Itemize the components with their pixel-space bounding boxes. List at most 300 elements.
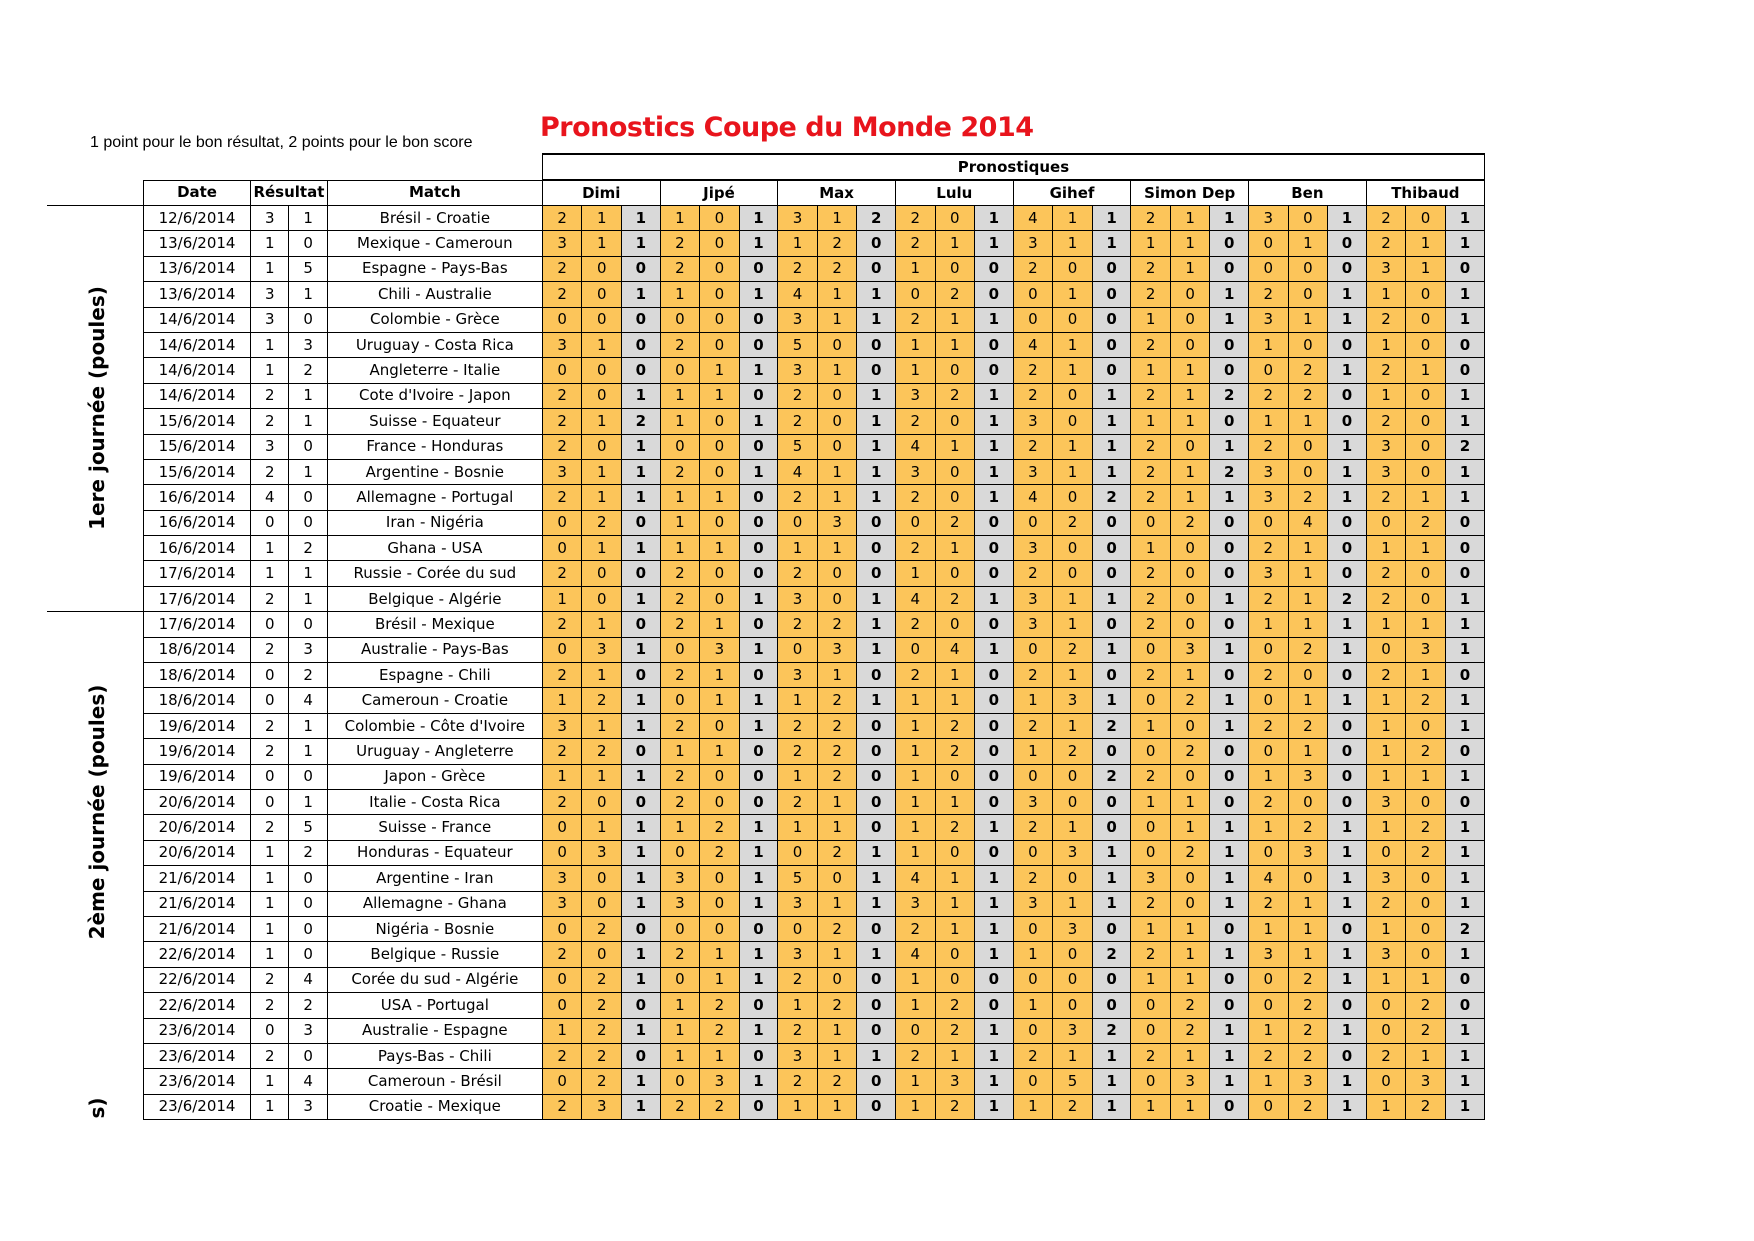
prediction-home-cell: 0 [1013,764,1053,789]
points-cell: 1 [622,536,661,561]
points-cell: 1 [857,409,896,434]
table-row [144,866,1485,891]
prediction-away-cell: 0 [817,409,857,434]
points-cell: 0 [1328,713,1367,738]
points-cell: 1 [1445,485,1484,510]
points-cell: 0 [1092,789,1131,814]
points-cell: 1 [739,942,778,967]
prediction-away-cell: 0 [700,307,740,332]
prediction-away-cell: 1 [700,967,740,992]
prediction-home-cell: 0 [542,967,582,992]
match-cell: Honduras - Equateur [327,840,542,865]
prediction-home-cell: 0 [1366,1069,1406,1094]
prediction-home-cell: 4 [895,586,935,611]
prediction-away-cell: 2 [1170,1018,1210,1043]
prediction-home-cell: 1 [542,586,582,611]
points-cell: 1 [622,815,661,840]
prediction-home-cell: 0 [1131,840,1171,865]
prediction-away-cell: 1 [817,206,857,231]
prediction-home-cell: 0 [1249,358,1289,383]
table-row [144,536,1485,561]
result-home-cell: 3 [251,282,289,307]
prediction-home-cell: 2 [542,282,582,307]
prediction-home-cell: 4 [1013,206,1053,231]
table-row [144,256,1485,281]
result-away-cell: 0 [289,1043,327,1068]
prediction-home-cell: 1 [778,764,818,789]
table-row [144,891,1485,916]
match-cell: Suisse - Equateur [327,409,542,434]
prediction-home-cell: 1 [1366,612,1406,637]
points-cell: 0 [1092,561,1131,586]
prediction-home-cell: 4 [1013,332,1053,357]
prediction-home-cell: 2 [1366,358,1406,383]
prediction-away-cell: 0 [1406,307,1446,332]
prediction-home-cell: 3 [778,586,818,611]
prediction-home-cell: 0 [660,840,700,865]
result-home-cell: 1 [251,1069,289,1094]
prediction-away-cell: 2 [935,713,975,738]
match-cell: Belgique - Russie [327,942,542,967]
result-away-cell: 1 [289,409,327,434]
result-away-cell: 5 [289,815,327,840]
prediction-away-cell: 2 [1288,1094,1328,1119]
prediction-home-cell: 1 [1013,942,1053,967]
points-cell: 1 [1328,1069,1367,1094]
table-row [144,307,1485,332]
prediction-away-cell: 2 [1288,358,1328,383]
points-cell: 0 [739,916,778,941]
points-cell: 0 [1445,256,1484,281]
points-cell: 1 [857,1043,896,1068]
points-cell: 0 [739,307,778,332]
prediction-away-cell: 2 [935,586,975,611]
prediction-home-cell: 0 [1249,510,1289,535]
prediction-home-cell: 1 [1366,688,1406,713]
prediction-home-cell: 3 [1249,942,1289,967]
date-cell: 20/6/2014 [144,789,251,814]
prediction-away-cell: 0 [1053,256,1093,281]
points-cell: 0 [1092,739,1131,764]
points-cell: 1 [1092,459,1131,484]
prediction-away-cell: 2 [1170,993,1210,1018]
prediction-away-cell: 1 [700,612,740,637]
prediction-away-cell: 0 [1053,307,1093,332]
prediction-away-cell: 0 [1406,561,1446,586]
prediction-away-cell: 1 [582,612,622,637]
points-cell: 1 [739,409,778,434]
prediction-away-cell: 0 [582,307,622,332]
prediction-away-cell: 1 [1170,663,1210,688]
prediction-home-cell: 0 [895,510,935,535]
prediction-home-cell: 1 [1249,409,1289,434]
points-cell: 1 [1328,942,1367,967]
points-cell: 0 [739,256,778,281]
prediction-home-cell: 0 [1249,637,1289,662]
points-cell: 0 [1210,358,1249,383]
result-away-cell: 0 [289,866,327,891]
prediction-away-cell: 2 [700,993,740,1018]
prediction-away-cell: 0 [1288,206,1328,231]
points-cell: 1 [975,1043,1014,1068]
table-row [144,586,1485,611]
prediction-home-cell: 0 [1131,739,1171,764]
points-cell: 1 [1092,231,1131,256]
prediction-home-cell: 0 [542,536,582,561]
prediction-home-cell: 0 [542,358,582,383]
prediction-away-cell: 1 [1406,256,1446,281]
points-cell: 0 [975,612,1014,637]
prediction-away-cell: 2 [935,1094,975,1119]
prediction-home-cell: 2 [895,1043,935,1068]
points-cell: 0 [975,282,1014,307]
prediction-home-cell: 2 [1366,561,1406,586]
points-cell: 0 [1328,409,1367,434]
prediction-away-cell: 1 [1170,409,1210,434]
points-cell: 1 [857,637,896,662]
points-cell: 1 [1328,307,1367,332]
points-cell: 2 [1445,916,1484,941]
result-away-cell: 5 [289,256,327,281]
prediction-away-cell: 1 [582,536,622,561]
prediction-away-cell: 2 [700,840,740,865]
prediction-away-cell: 2 [935,282,975,307]
prediction-away-cell: 0 [1170,612,1210,637]
points-cell: 1 [622,637,661,662]
match-cell: Suisse - France [327,815,542,840]
prediction-away-cell: 0 [935,485,975,510]
points-cell: 0 [857,713,896,738]
points-cell: 0 [622,561,661,586]
points-cell: 0 [1092,358,1131,383]
prediction-away-cell: 0 [1288,434,1328,459]
prediction-away-cell: 1 [935,536,975,561]
prediction-away-cell: 0 [1406,942,1446,967]
result-home-cell: 0 [251,510,289,535]
points-cell: 0 [739,536,778,561]
match-cell: Uruguay - Angleterre [327,739,542,764]
prediction-away-cell: 0 [1053,383,1093,408]
points-cell: 0 [975,764,1014,789]
prediction-away-cell: 0 [1170,282,1210,307]
prediction-away-cell: 0 [1406,866,1446,891]
points-cell: 1 [739,1018,778,1043]
points-cell: 1 [975,459,1014,484]
prediction-away-cell: 1 [1406,967,1446,992]
points-cell: 1 [1210,307,1249,332]
points-cell: 0 [1092,663,1131,688]
prediction-away-cell: 2 [1406,1018,1446,1043]
points-cell: 1 [1092,586,1131,611]
prediction-away-cell: 2 [1170,840,1210,865]
result-home-cell: 0 [251,612,289,637]
prediction-away-cell: 1 [1053,231,1093,256]
points-cell: 0 [857,815,896,840]
player-header: Jipé [660,180,778,206]
prediction-away-cell: 0 [1406,891,1446,916]
points-cell: 1 [1445,586,1484,611]
prediction-home-cell: 0 [660,307,700,332]
points-cell: 1 [975,637,1014,662]
prediction-away-cell: 1 [582,713,622,738]
points-cell: 1 [1328,358,1367,383]
prediction-home-cell: 3 [1013,891,1053,916]
prediction-away-cell: 1 [1170,256,1210,281]
prediction-away-cell: 3 [1053,840,1093,865]
prediction-away-cell: 0 [700,434,740,459]
prediction-home-cell: 1 [895,764,935,789]
points-cell: 1 [1445,206,1484,231]
prediction-home-cell: 0 [1013,282,1053,307]
result-away-cell: 0 [289,942,327,967]
prediction-home-cell: 2 [1013,256,1053,281]
prediction-away-cell: 1 [700,739,740,764]
result-away-cell: 1 [289,206,327,231]
prediction-away-cell: 1 [1288,891,1328,916]
prediction-away-cell: 1 [935,891,975,916]
table-row [144,332,1485,357]
match-cell: Australie - Pays-Bas [327,637,542,662]
points-cell: 1 [857,485,896,510]
points-cell: 0 [1328,256,1367,281]
prediction-away-cell: 1 [1288,739,1328,764]
prediction-home-cell: 1 [1366,713,1406,738]
prediction-away-cell: 0 [1170,332,1210,357]
prediction-away-cell: 3 [1053,1018,1093,1043]
date-cell: 14/6/2014 [144,332,251,357]
points-cell: 1 [975,206,1014,231]
points-cell: 1 [622,840,661,865]
prediction-away-cell: 2 [1053,510,1093,535]
points-cell: 1 [857,942,896,967]
prediction-away-cell: 1 [1170,459,1210,484]
prediction-away-cell: 0 [1170,434,1210,459]
prediction-home-cell: 2 [1131,485,1171,510]
prediction-away-cell: 1 [582,459,622,484]
prediction-home-cell: 0 [1366,993,1406,1018]
points-cell: 0 [975,358,1014,383]
prediction-away-cell: 1 [1288,307,1328,332]
date-cell: 22/6/2014 [144,942,251,967]
result-away-cell: 2 [289,663,327,688]
points-cell: 1 [622,586,661,611]
points-cell: 1 [622,942,661,967]
table-row [144,713,1485,738]
points-cell: 0 [857,993,896,1018]
prediction-home-cell: 3 [1366,459,1406,484]
points-cell: 1 [1445,637,1484,662]
prediction-home-cell: 1 [1131,409,1171,434]
prediction-away-cell: 2 [582,967,622,992]
points-cell: 1 [622,764,661,789]
result-header: Résultat [251,180,328,206]
prediction-away-cell: 1 [700,663,740,688]
result-home-cell: 2 [251,815,289,840]
table-row [144,510,1485,535]
prediction-away-cell: 1 [582,815,622,840]
prediction-home-cell: 0 [542,916,582,941]
prediction-home-cell: 0 [1131,1018,1171,1043]
prediction-away-cell: 1 [582,409,622,434]
points-cell: 0 [739,510,778,535]
prediction-home-cell: 1 [778,815,818,840]
prediction-home-cell: 4 [895,434,935,459]
prediction-home-cell: 0 [1013,840,1053,865]
prediction-away-cell: 1 [700,536,740,561]
date-cell: 22/6/2014 [144,993,251,1018]
prediction-away-cell: 0 [935,764,975,789]
prediction-home-cell: 2 [660,332,700,357]
prediction-away-cell: 1 [1053,663,1093,688]
date-cell: 19/6/2014 [144,713,251,738]
prediction-away-cell: 0 [1170,586,1210,611]
points-cell: 0 [1445,536,1484,561]
points-cell: 1 [1445,866,1484,891]
result-away-cell: 2 [289,840,327,865]
prediction-home-cell: 1 [1131,536,1171,561]
points-cell: 1 [1210,434,1249,459]
points-cell: 1 [739,358,778,383]
points-cell: 1 [1210,866,1249,891]
prediction-away-cell: 1 [1053,459,1093,484]
prediction-home-cell: 1 [1013,993,1053,1018]
prediction-home-cell: 1 [1249,612,1289,637]
points-cell: 2 [1328,586,1367,611]
result-away-cell: 0 [289,891,327,916]
points-cell: 1 [622,688,661,713]
table-row [144,434,1485,459]
prediction-away-cell: 1 [1170,231,1210,256]
prediction-home-cell: 0 [1366,510,1406,535]
prediction-home-cell: 5 [778,434,818,459]
prediction-away-cell: 2 [582,510,622,535]
points-cell: 1 [857,307,896,332]
prediction-home-cell: 4 [895,942,935,967]
prediction-away-cell: 2 [935,993,975,1018]
result-away-cell: 1 [289,282,327,307]
points-cell: 1 [739,688,778,713]
prediction-home-cell: 2 [542,1094,582,1119]
prediction-home-cell: 0 [660,434,700,459]
points-cell: 1 [622,713,661,738]
prediction-home-cell: 2 [1249,434,1289,459]
points-cell: 0 [857,739,896,764]
prediction-away-cell: 2 [700,815,740,840]
prediction-away-cell: 2 [817,993,857,1018]
points-cell: 0 [739,789,778,814]
prediction-away-cell: 0 [1053,409,1093,434]
date-cell: 15/6/2014 [144,459,251,484]
points-cell: 1 [622,206,661,231]
result-home-cell: 2 [251,383,289,408]
points-cell: 1 [857,282,896,307]
prediction-away-cell: 1 [1170,1094,1210,1119]
match-cell: Chili - Australie [327,282,542,307]
points-cell: 0 [1092,510,1131,535]
prediction-home-cell: 1 [542,688,582,713]
prediction-home-cell: 1 [1131,231,1171,256]
result-away-cell: 3 [289,1018,327,1043]
points-cell: 0 [975,967,1014,992]
prediction-away-cell: 2 [1170,510,1210,535]
prediction-away-cell: 0 [1170,891,1210,916]
prediction-away-cell: 0 [582,942,622,967]
prediction-away-cell: 1 [935,1043,975,1068]
prediction-away-cell: 0 [817,561,857,586]
prediction-home-cell: 1 [895,1094,935,1119]
prediction-away-cell: 0 [582,891,622,916]
points-cell: 1 [1210,485,1249,510]
points-cell: 1 [1210,1043,1249,1068]
points-cell: 1 [975,1069,1014,1094]
prediction-home-cell: 2 [542,409,582,434]
prediction-away-cell: 0 [1406,459,1446,484]
prediction-away-cell: 2 [1288,815,1328,840]
prediction-away-cell: 2 [817,713,857,738]
prediction-home-cell: 3 [1249,485,1289,510]
points-cell: 0 [739,739,778,764]
result-away-cell: 1 [289,789,327,814]
match-cell: Australie - Espagne [327,1018,542,1043]
prediction-away-cell: 0 [700,891,740,916]
prediction-home-cell: 3 [778,1043,818,1068]
prediction-away-cell: 3 [1288,764,1328,789]
prediction-away-cell: 0 [582,434,622,459]
points-cell: 1 [857,459,896,484]
prediction-away-cell: 3 [582,637,622,662]
prediction-away-cell: 0 [817,866,857,891]
points-cell: 2 [1092,764,1131,789]
prediction-home-cell: 2 [1013,434,1053,459]
prediction-home-cell: 1 [1131,358,1171,383]
date-cell: 23/6/2014 [144,1069,251,1094]
prediction-away-cell: 0 [700,459,740,484]
result-home-cell: 3 [251,434,289,459]
date-cell: 14/6/2014 [144,383,251,408]
prediction-home-cell: 2 [660,789,700,814]
points-cell: 1 [975,307,1014,332]
points-cell: 1 [1092,434,1131,459]
match-cell: USA - Portugal [327,993,542,1018]
table-row [144,993,1485,1018]
prediction-away-cell: 0 [700,510,740,535]
points-cell: 0 [1328,1043,1367,1068]
prediction-away-cell: 3 [1288,1069,1328,1094]
points-cell: 0 [1328,561,1367,586]
prediction-away-cell: 0 [1406,713,1446,738]
points-cell: 1 [1445,942,1484,967]
prediction-home-cell: 4 [778,459,818,484]
prediction-home-cell: 1 [1366,739,1406,764]
points-cell: 0 [1210,916,1249,941]
result-away-cell: 0 [289,434,327,459]
points-cell: 0 [975,993,1014,1018]
points-cell: 1 [622,434,661,459]
prediction-away-cell: 2 [935,383,975,408]
prediction-home-cell: 1 [1131,1094,1171,1119]
prediction-home-cell: 2 [542,256,582,281]
prediction-away-cell: 2 [1288,383,1328,408]
prediction-away-cell: 2 [1288,1018,1328,1043]
prediction-home-cell: 2 [1013,866,1053,891]
result-home-cell: 1 [251,866,289,891]
prediction-home-cell: 2 [895,409,935,434]
prediction-home-cell: 1 [1366,916,1406,941]
table-row [144,688,1485,713]
prediction-home-cell: 3 [1366,942,1406,967]
prediction-home-cell: 0 [1013,1069,1053,1094]
date-cell: 20/6/2014 [144,815,251,840]
